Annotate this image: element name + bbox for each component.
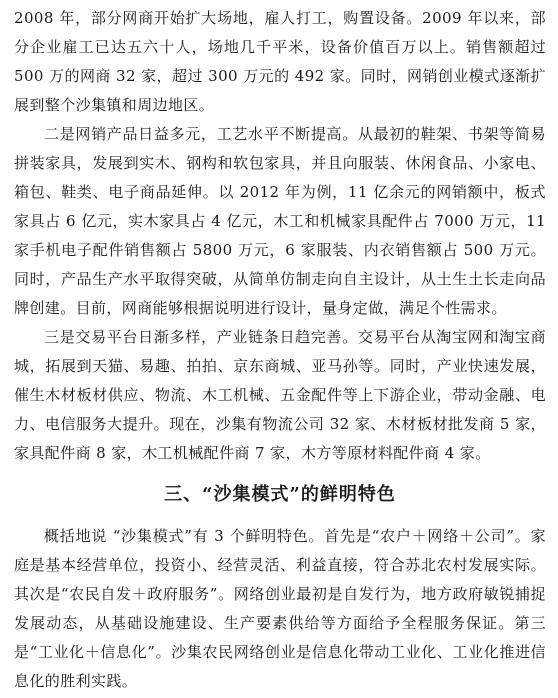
document-page (14, 4, 546, 696)
section-heading: 三、“沙集模式”的鲜明特色 (164, 484, 396, 505)
paragraph-product-diversity: 二是网销产品日益多元，工艺水平不断提高。从最初的鞋架、书架等简易拼装家具，发展到实木、钢构和软包家具，并且向服装、休闲食品、小家电、箱包、鞋类、电子商品延伸。以 2012 年为例，11 亿余元的网销额中，板式家具占 6 亿元，实木家具占 4 亿元，木工和机械家具配件占 7000 万元，11 家手机电子配件销售额占 5800 万元，6 家服装、内衣销售额占 500 万元。同时，产品生产水平取得突破，从简单仿制走向自主设计，从土生土长走向品牌创建。目前，网商能够根据说明进行设计，量身定做，满足个性需求。 (14, 125, 546, 317)
paragraph-trading-platforms: 三是交易平台日渐多样，产业链条日趋完善。交易平台从淘宝网和淘宝商城，拓展到天猫、易趣、拍拍、京东商城、亚马孙等。同时，产业快速发展，催生木材板材供应、物流、木工机械、五金配件等上下游企业，带动金融、电力、电信服务大提升。现在，沙集有物流公司 32 家、木材板材批发商 5 家，家具配件商 8 家，木工机械配件商 7 家，木方等原材料配件商 4 家。 (14, 328, 546, 462)
paragraph-continuation: 2008 年，部分网商开始扩大场地，雇人打工，购置设备。2009 年以来，部分企业雇工已达五六十人，场地几千平米，设备价值百万以上。销售额超过 500 万的网商 32 家，超过 300 万元的 492 家。同时，网销创业模式逐渐扩展到整个沙集镇和周边地区。 (14, 9, 546, 114)
paragraph-model-features: 概括地说 “沙集模式”有 3 个鲜明特色。首先是“农户＋网络＋公司”。家庭是基本经营单位，投资小、经营灵活、利益直接，符合苏北农村发展实际。其次是“农民自发＋政府服务”。网络创业最初是自发行为，地方政府敏锐捕捉发展动态，从基础设施建设、生产要素供给等方面给予全程服务保证。第三是“工业化＋信息化”。沙集农民网络创业是信息化带动工业化、工业化推进信息化的胜利实践。 (14, 527, 546, 690)
